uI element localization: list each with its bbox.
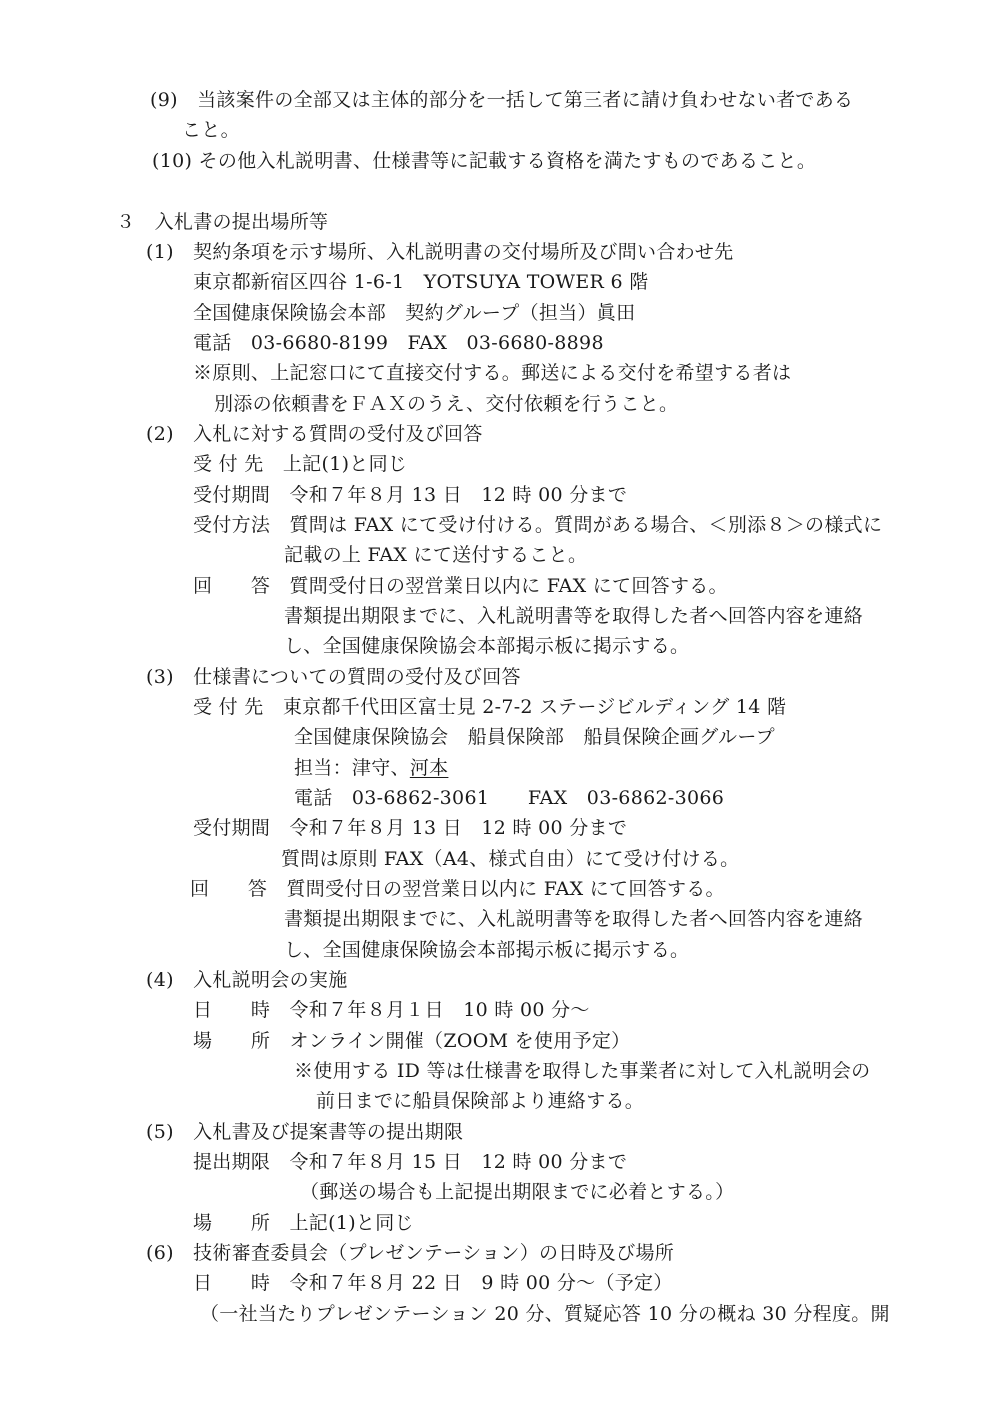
sub-3-method: 質問は原則 FAX（A4、様式自由）にて受け付ける。 bbox=[281, 848, 740, 870]
sub-6-note: （一社当たりプレゼンテーション 20 分、質疑応答 10 分の概ね 30 分程度。開 bbox=[200, 1303, 890, 1325]
sub-3-answer-2: 書類提出期限までに、入札説明書等を取得した者へ回答内容を連絡 bbox=[284, 908, 864, 930]
sub-1-note-1: ※原則、上記窓口にて直接交付する。郵送による交付を希望する者は bbox=[193, 362, 792, 384]
sub-5-place: 場 所 上記(1)と同じ bbox=[193, 1212, 414, 1234]
sub-4-note-1: ※使用する ID 等は仕様書を取得した事業者に対して入札説明会の bbox=[294, 1060, 871, 1082]
sub-3-period: 受付期間 令和７年８月 13 日 12 時 00 分まで bbox=[193, 817, 628, 839]
sub-3-reception-address: 受 付 先 東京都千代田区富士見 2-7-2 ステージビルディング 14 階 bbox=[193, 696, 787, 718]
sub-2-heading: (2) 入札に対する質問の受付及び回答 bbox=[146, 423, 483, 445]
item-9-line-2: こと。 bbox=[182, 119, 240, 141]
sub-5-deadline: 提出期限 令和７年８月 15 日 12 時 00 分まで bbox=[193, 1151, 628, 1173]
sub-4-datetime: 日 時 令和７年８月１日 10 時 00 分～ bbox=[193, 999, 590, 1021]
sub-2-reception: 受 付 先 上記(1)と同じ bbox=[193, 453, 408, 475]
sub-4-heading: (4) 入札説明会の実施 bbox=[146, 969, 348, 991]
section-3-heading: ３ 入札書の提出場所等 bbox=[116, 211, 329, 233]
sub-2-period: 受付期間 令和７年８月 13 日 12 時 00 分まで bbox=[193, 484, 628, 506]
sub-3-heading: (3) 仕様書についての質問の受付及び回答 bbox=[146, 666, 521, 688]
sub-3-contact-person bbox=[294, 756, 448, 780]
sub-2-answer-3: し、全国健康保険協会本部掲示板に掲示する。 bbox=[284, 635, 690, 657]
sub-3-answer-3: し、全国健康保険協会本部掲示板に掲示する。 bbox=[284, 939, 690, 961]
item-9-line-1: (9) 当該案件の全部又は主体的部分を一括して第三者に請け負わせない者である bbox=[150, 89, 854, 111]
sub-1-address: 東京都新宿区四谷 1-6-1 YOTSUYA TOWER 6 階 bbox=[193, 271, 649, 293]
sub-5-note: （郵送の場合も上記提出期限までに必着とする。） bbox=[300, 1181, 735, 1203]
sub-1-heading: (1) 契約条項を示す場所、入札説明書の交付場所及び問い合わせ先 bbox=[146, 241, 734, 263]
sub-2-answer-1: 回 答 質問受付日の翌営業日以内に FAX にて回答する。 bbox=[193, 575, 728, 597]
sub-1-contact: 全国健康保険協会本部 契約グループ（担当）眞田 bbox=[193, 302, 636, 324]
sub-6-datetime: 日 時 令和７年８月 22 日 9 時 00 分～（予定） bbox=[193, 1272, 673, 1294]
sub-1-note-2: 別添の依頼書をＦＡＸのうえ、交付依頼を行うこと。 bbox=[214, 393, 679, 415]
contact-name-tsumori: 担当：津守、 bbox=[294, 757, 410, 779]
sub-1-phone: 電話 03-6680-8199 FAX 03-6680-8898 bbox=[193, 332, 604, 354]
sub-6-heading: (6) 技術審査委員会（プレゼンテーション）の日時及び場所 bbox=[146, 1242, 675, 1264]
sub-3-answer-1: 回 答 質問受付日の翌営業日以内に FAX にて回答する。 bbox=[190, 878, 725, 900]
sub-3-reception-dept: 全国健康保険協会 船員保険部 船員保険企画グループ bbox=[294, 726, 775, 748]
item-10: (10) その他入札説明書、仕様書等に記載する資格を満たすものであること。 bbox=[152, 150, 817, 172]
sub-2-answer-2: 書類提出期限までに、入札説明書等を取得した者へ回答内容を連絡 bbox=[284, 605, 864, 627]
sub-4-note-2: 前日までに船員保険部より連絡する。 bbox=[316, 1090, 645, 1112]
sub-3-phone: 電話 03-6862-3061 FAX 03-6862-3066 bbox=[294, 787, 725, 809]
contact-name-kawamoto: 河本 bbox=[409, 757, 449, 779]
sub-5-heading: (5) 入札書及び提案書等の提出期限 bbox=[146, 1121, 464, 1143]
sub-4-place: 場 所 オンライン開催（ZOOM を使用予定） bbox=[193, 1030, 631, 1052]
sub-2-method-1: 受付方法 質問は FAX にて受け付ける。質問がある場合、＜別添８＞の様式に bbox=[193, 514, 883, 536]
sub-2-method-2: 記載の上 FAX にて送付すること。 bbox=[284, 544, 588, 566]
